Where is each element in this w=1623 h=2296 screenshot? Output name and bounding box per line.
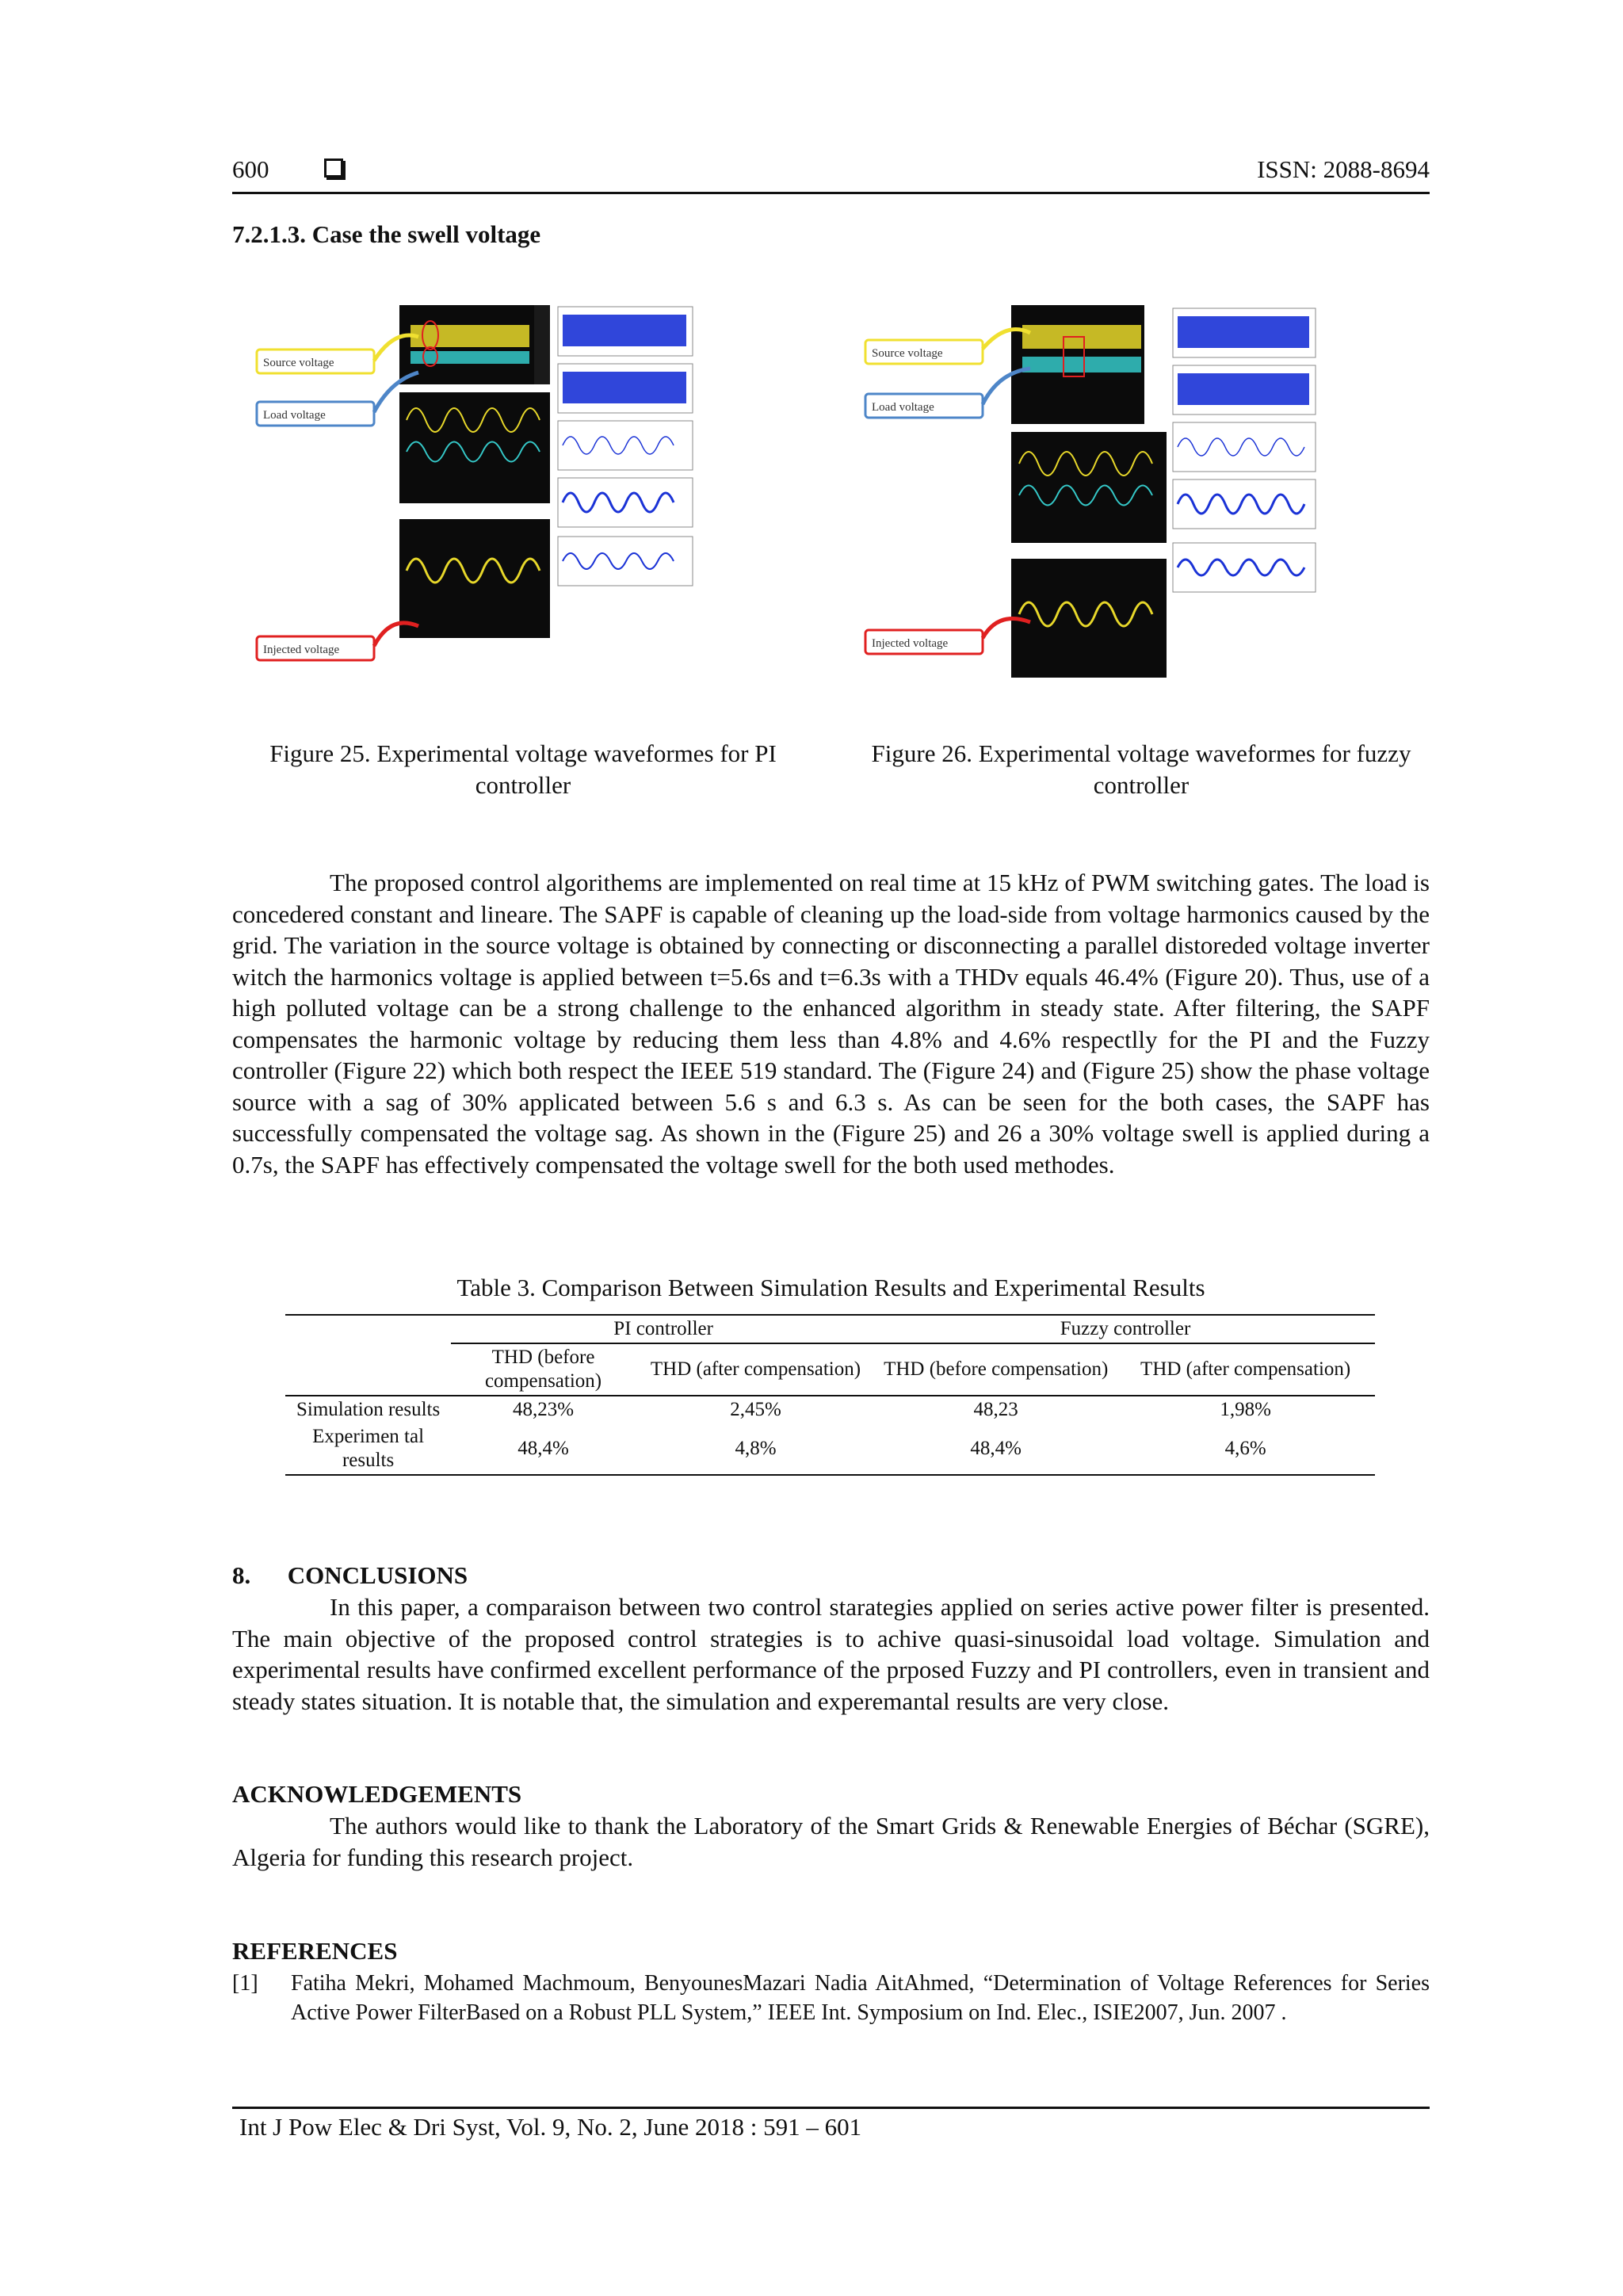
col-header: THD (after compensation) [636, 1343, 876, 1396]
reference-item [232, 1969, 1430, 2027]
page-number: 600 [232, 155, 269, 183]
table-row [285, 1396, 1375, 1423]
body-paragraph: The proposed control algorithems are implemented on real time at 15 kHz of PWM switching gates. The load is concedered constant and lineare. The SAPF is capable of cleaning up the load-side from voltage harmonics caused by the grid. The variation in the source voltage is obtained by connecting or disconnecting a parallel distoreded voltage inverter witch the harmonics voltage is applied between t=5.6s and t=6.3s with a THDv equals 46.4% (Figure 20). Thus, use of a high polluted voltage can be a strong challenge to the enhanced algorithm in steady state. After filtering, the SAPF compensates the harmonic voltage by reducing them less than 4.8% and 4.6% respectlly for the PI and the Fuzzy controller (Figure 22) which both respect the IEEE 519 standard. The (Figure 24) and (Figure 25) show the phase voltage source with a sag of 30% applicated between 5.6 s and 6.3 s. As can be seen for the both cases, the SAPF has successfully compensated the voltage sag. As shown in the (Figure 25) and 26 a 30% voltage swell is applied during a 0.7s, the SAPF has effectively compensated the voltage swell for the both used methodes. [232, 869, 1430, 1179]
col-header: THD (before compensation) [876, 1343, 1116, 1396]
cell: 2,45% [730, 1399, 781, 1420]
cell: 4,6% [1116, 1423, 1375, 1475]
section-heading: 7.2.1.3. Case the swell voltage [232, 220, 541, 248]
reference-text: Fatiha Mekri, Mohamed Machmoum, BenyounesMazari Nadia AitAhmed, “Determination of Voltage References for Series Active Power FilterBased on a Robust PLL System,” IEEE Int. Symposium on Ind. Elec., ISIE2007, Jun. 2007 . [291, 1971, 1430, 2025]
cell: 48,4% [451, 1423, 636, 1475]
injected-voltage-label: Injected voltage [872, 637, 949, 650]
row-label: Experimen tal results [285, 1423, 451, 1475]
figure-25-caption: Figure 25. Experimental voltage waveformes for PI controller [269, 739, 777, 799]
figure-26-image [856, 305, 1426, 709]
header-rule [232, 192, 1430, 194]
load-voltage-label: Load voltage [872, 401, 934, 414]
figure-25-image [252, 305, 823, 709]
group-header-pi: PI controller [451, 1315, 876, 1343]
footer-rule [232, 2107, 1430, 2109]
col-header: THD (before compensation) [451, 1343, 636, 1396]
conclusions-heading: 8. CONCLUSIONS [232, 1561, 468, 1589]
source-voltage-label: Source voltage [872, 347, 943, 360]
cell: 48,23% [512, 1399, 575, 1420]
col-header: THD (after compensation) [1116, 1343, 1375, 1396]
figure-26-svg [856, 305, 1426, 709]
source-voltage-label: Source voltage [263, 357, 334, 369]
row-label: Simulation results [296, 1399, 441, 1420]
square-bullet-icon [324, 159, 343, 178]
cell: 48,23 [973, 1399, 1018, 1420]
table-3-title: Table 3. Comparison Between Simulation Results and Experimental Results [456, 1274, 1205, 1301]
references-heading: REFERENCES [232, 1937, 398, 1965]
issn: ISSN: 2088-8694 [1257, 155, 1430, 183]
figure-26-caption: Figure 26. Experimental voltage waveformes for fuzzy controller [871, 739, 1411, 799]
cell: 48,4% [876, 1423, 1116, 1475]
comparison-table [285, 1314, 1375, 1476]
acknowledgements-heading: ACKNOWLEDGEMENTS [232, 1780, 522, 1808]
load-voltage-label: Load voltage [263, 409, 326, 422]
injected-voltage-label: Injected voltage [263, 644, 340, 656]
figure-25-svg [252, 305, 823, 709]
cell: 4,8% [636, 1423, 876, 1475]
acknowledgements-text: The authors would like to thank the Laboratory of the Smart Grids & Renewable Energies of Béchar (SGRE), Algeria for funding this research project. [232, 1812, 1430, 1871]
reference-number: [1] [232, 1971, 258, 1996]
conclusions-text: In this paper, a comparaison between two control starategies applied on series active power filter is presented. The main objective of the proposed control strategies is to achive quasi-sinusoidal load voltage. Simulation and experimental results have confirmed excellent performance of the prposed Fuzzy and PI controllers, even in transient and steady states situation. It is notable that, the simulation and experemantal results are very close. [232, 1593, 1430, 1715]
cell: 1,98% [1220, 1399, 1271, 1420]
group-header-fuzzy: Fuzzy controller [876, 1315, 1375, 1343]
footer-citation: Int J Pow Elec & Dri Syst, Vol. 9, No. 2, June 2018 : 591 – 601 [239, 2113, 862, 2141]
table-row [285, 1423, 1375, 1475]
